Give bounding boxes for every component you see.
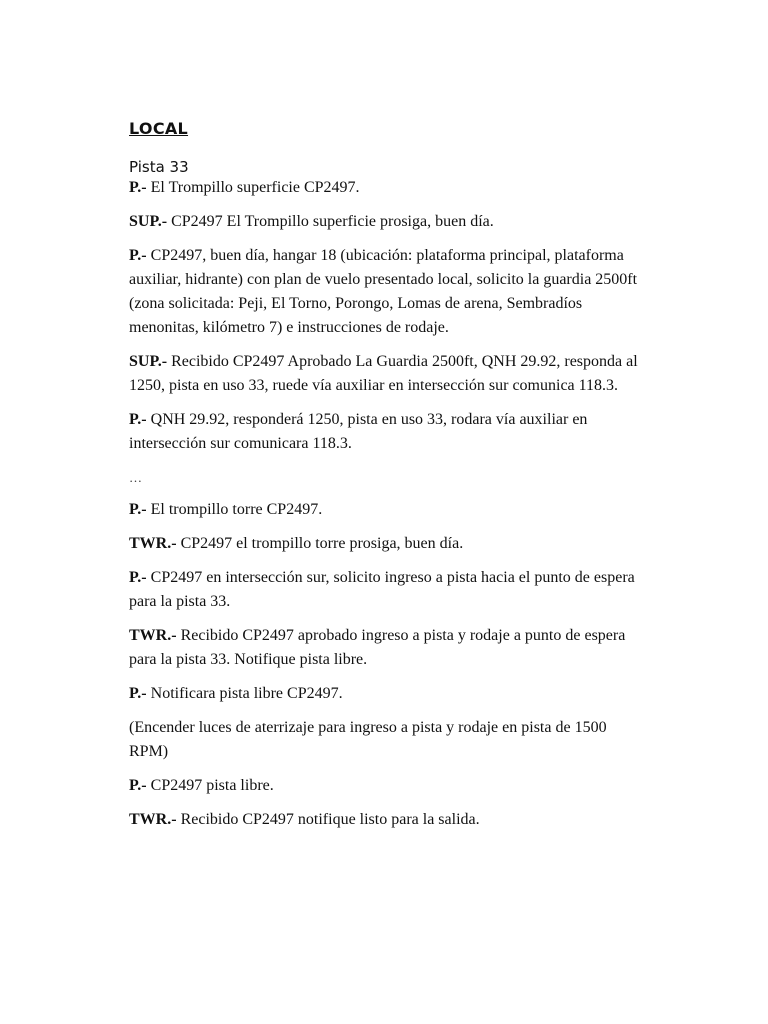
speaker-label: P.- bbox=[129, 685, 147, 702]
dialogue-text: Notificara pista libre CP2497. bbox=[146, 685, 343, 702]
dialogue-entry bbox=[129, 774, 649, 798]
dialogue-text: CP2497 en intersección sur, solicito ingreso a pista hacia el punto de espera para la pista 33. bbox=[129, 569, 635, 610]
dialogue-text: CP2497 el trompillo torre prosiga, buen día. bbox=[176, 535, 464, 552]
dialogue-text: CP2497 pista libre. bbox=[146, 777, 274, 794]
speaker-label: SUP.- bbox=[129, 213, 168, 230]
speaker-label: P.- bbox=[129, 179, 147, 196]
dialogue-entry bbox=[129, 176, 649, 200]
dialogue-entry bbox=[129, 682, 649, 706]
speaker-label: TWR.- bbox=[129, 811, 177, 828]
dialogue-entry bbox=[129, 566, 649, 614]
dialogue-text: El trompillo torre CP2497. bbox=[146, 501, 323, 518]
speaker-label: P.- bbox=[129, 777, 147, 794]
dialogue-text: Recibido CP2497 aprobado ingreso a pista y rodaje a punto de espera para la pista 33. Notifique pista libre. bbox=[129, 627, 626, 668]
dialogue-text: CP2497, buen día, hangar 18 (ubicación: plataforma principal, plataforma auxiliar, hidrante) con plan de vuelo presentado local, solicito la guardia 2500ft (zona solicitada: Peji, El Torno, Porongo, Lomas de arena, Sembradíos menonitas, kilómetro 7) e instrucciones de rodaje. bbox=[129, 247, 638, 336]
dialogue-entry bbox=[129, 244, 649, 340]
speaker-label: SUP.- bbox=[129, 353, 168, 370]
speaker-label: P.- bbox=[129, 501, 147, 518]
document-page bbox=[129, 118, 649, 842]
dialogue-entry bbox=[129, 532, 649, 556]
runway-label: Pista 33 bbox=[129, 158, 189, 176]
procedure-note: (Encender luces de aterrizaje para ingreso a pista y rodaje en pista de 1500 RPM) bbox=[129, 719, 607, 760]
speaker-label: P.- bbox=[129, 247, 147, 264]
dialogue-text: QNH 29.92, responderá 1250, pista en uso 33, rodara vía auxiliar en intersección sur comunicara 118.3. bbox=[129, 411, 588, 452]
speaker-label: P.- bbox=[129, 569, 147, 586]
dialogue-text: Recibido CP2497 notifique listo para la salida. bbox=[176, 811, 480, 828]
dialogue-text: Recibido CP2497 Aprobado La Guardia 2500ft, QNH 29.92, responda al 1250, pista en uso 33, ruede vía auxiliar en intersección sur comunica 118.3. bbox=[129, 353, 638, 394]
ellipsis-separator: … bbox=[129, 470, 142, 485]
speaker-label: P.- bbox=[129, 411, 147, 428]
dialogue-text: El Trompillo superficie CP2497. bbox=[146, 179, 360, 196]
speaker-label: TWR.- bbox=[129, 535, 177, 552]
dialogue-entry bbox=[129, 498, 649, 522]
section-title: LOCAL bbox=[129, 119, 189, 138]
dialogue-entry bbox=[129, 408, 649, 456]
dialogue-entry bbox=[129, 808, 649, 832]
dialogue-entry bbox=[129, 624, 649, 672]
dialogue-text: CP2497 El Trompillo superficie prosiga, buen día. bbox=[167, 213, 494, 230]
dialogue-entry bbox=[129, 350, 649, 398]
speaker-label: TWR.- bbox=[129, 627, 177, 644]
dialogue-entry bbox=[129, 210, 649, 234]
